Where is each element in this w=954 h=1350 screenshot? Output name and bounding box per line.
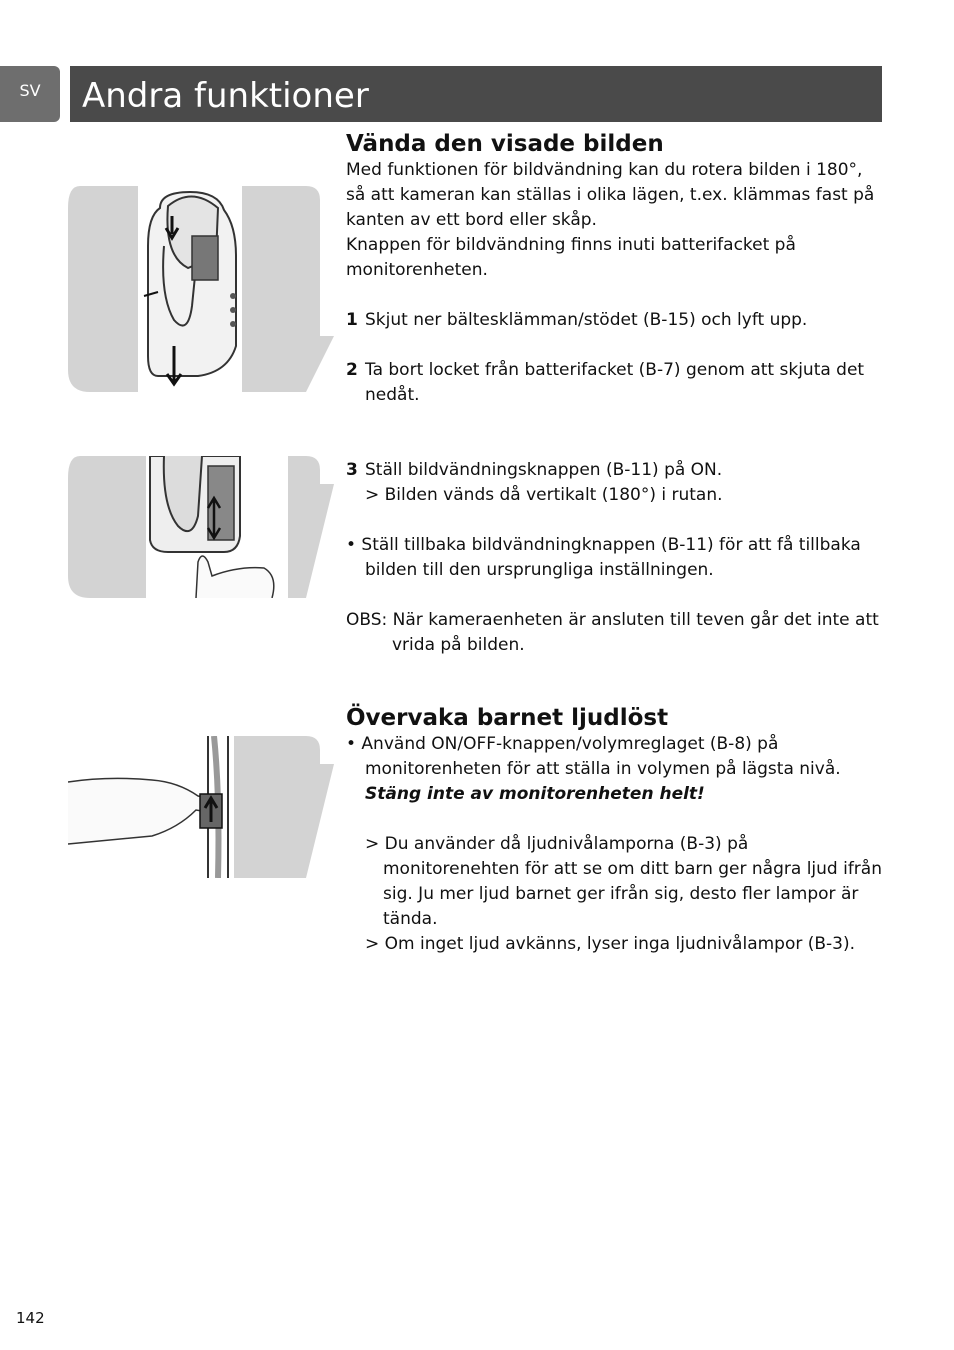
section-flip-image-cont bbox=[346, 458, 886, 658]
section-flip-image bbox=[346, 130, 886, 408]
language-tab: SV bbox=[0, 66, 60, 122]
step-1 bbox=[346, 308, 886, 333]
step-number: 1 bbox=[346, 310, 358, 330]
result-text: > Om inget ljud avkänns, lyser inga ljudnivålampor (B-3). bbox=[365, 934, 856, 954]
warning-text: Stäng inte av monitorenheten helt! bbox=[365, 784, 705, 804]
step-2 bbox=[346, 358, 886, 408]
step-3 bbox=[346, 458, 886, 483]
step-result: > Bilden vänds då vertikalt (180°) i rutan. bbox=[365, 485, 723, 505]
step-number: 3 bbox=[346, 460, 358, 480]
section-silent-monitoring bbox=[346, 704, 886, 957]
section-heading: Övervaka barnet ljudlöst bbox=[346, 705, 669, 731]
figure-flip-switch bbox=[68, 456, 336, 598]
list-item: • Ställ tillbaka bildvändningknappen (B-11) för att få tillbaka bilden till den ursprungliga inställningen. bbox=[346, 535, 861, 580]
step-text: Ta bort locket från batterifacket (B-7) genom att skjuta det nedåt. bbox=[365, 360, 865, 405]
intro-paragraph: Knappen för bildvändning finns inuti batterifacket på monitorenheten. bbox=[346, 235, 796, 280]
intro-paragraph: Med funktionen för bildvändning kan du rotera bilden i 180°, så att kameran kan ställas i olika lägen, t.ex. klämmas fast på kanten av ett bord eller skåp. bbox=[346, 160, 875, 230]
figure-belt-clip bbox=[68, 186, 336, 392]
step-number: 2 bbox=[346, 360, 358, 380]
page-number: 142 bbox=[16, 1309, 45, 1327]
figure-volume-knob bbox=[68, 736, 336, 878]
step-text: Ställ bildvändningsknappen (B-11) på ON. bbox=[365, 460, 723, 480]
section-heading: Vända den visade bilden bbox=[346, 131, 664, 157]
result-text: > Du använder då ljudnivålamporna (B-3) på monitorenehten för att se om ditt barn ger några ljud ifrån sig. Ju mer ljud barnet ger ifrån sig, desto fler lampor är tända. bbox=[365, 834, 882, 929]
list-item: • Använd ON/OFF-knappen/volymreglaget (B-8) på monitorenheten för att ställa in volymen på lägsta nivå. bbox=[346, 734, 841, 779]
step-text: Skjut ner bältesklämman/stödet (B-15) och lyft upp. bbox=[365, 310, 808, 330]
note: OBS: När kameraenheten är ansluten till teven går det inte att vrida på bilden. bbox=[346, 610, 879, 655]
page-title: Andra funktioner bbox=[70, 66, 882, 122]
